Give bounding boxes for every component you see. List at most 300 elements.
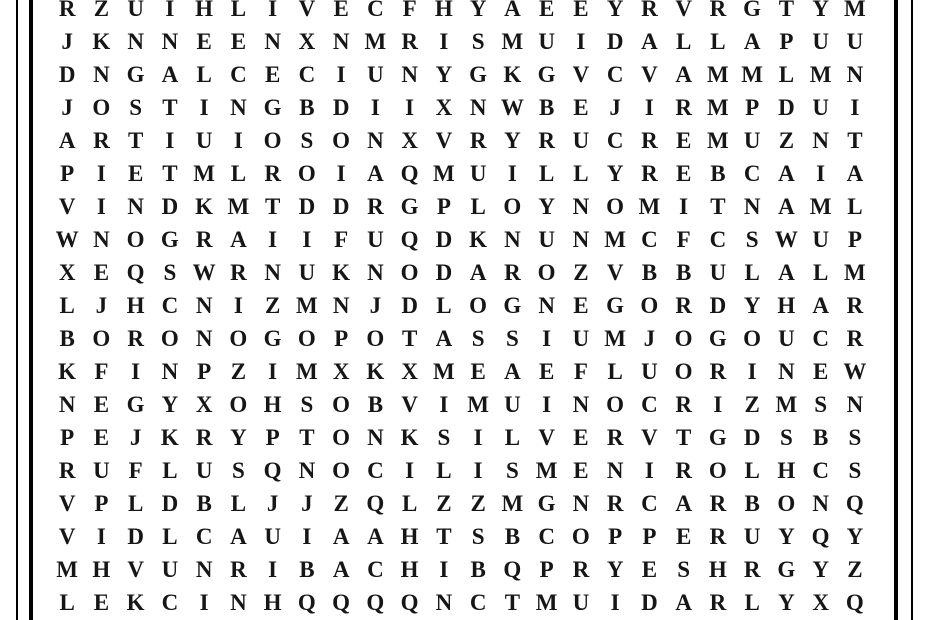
- grid-letter: I: [268, 226, 278, 252]
- grid-letter: A: [504, 359, 521, 385]
- grid-letter: N: [93, 61, 110, 87]
- grid-letter: C: [367, 458, 384, 484]
- grid-letter: H: [263, 590, 282, 616]
- grid-letter: D: [743, 425, 761, 451]
- grid-letter: L: [230, 160, 247, 186]
- grid-letter: R: [469, 127, 487, 153]
- grid-letter: U: [195, 458, 213, 484]
- grid-letter: B: [470, 557, 486, 583]
- grid-letter: C: [606, 127, 624, 153]
- grid-letter: P: [436, 193, 451, 219]
- grid-letter: Z: [744, 392, 760, 418]
- grid-letter: E: [230, 28, 247, 54]
- grid-letter: J: [643, 325, 656, 351]
- grid-row: [50, 322, 873, 355]
- grid-letter: S: [745, 226, 759, 252]
- grid-letter: T: [401, 325, 418, 351]
- grid-letter: A: [435, 325, 453, 351]
- grid-letter: E: [573, 458, 589, 484]
- grid-letter: K: [503, 61, 522, 87]
- grid-letter: I: [644, 94, 654, 120]
- grid-letter: Q: [366, 590, 385, 616]
- grid-letter: O: [160, 325, 179, 351]
- grid-letter: M: [707, 61, 729, 87]
- grid-letter: L: [196, 61, 212, 87]
- grid-letter: N: [298, 458, 316, 484]
- grid-letter: N: [230, 590, 247, 616]
- grid-letter: R: [846, 325, 864, 351]
- grid-letter: M: [535, 458, 558, 484]
- grid-letter: U: [743, 127, 761, 153]
- grid-letter: E: [812, 359, 829, 385]
- grid-letter: H: [434, 0, 453, 21]
- grid-letter: Y: [812, 0, 829, 21]
- grid-letter: D: [401, 292, 418, 318]
- grid-letter: F: [128, 458, 143, 484]
- grid-letter: T: [710, 193, 726, 219]
- grid-letter: G: [126, 61, 145, 87]
- grid-letter: R: [709, 0, 727, 21]
- grid-letter: Y: [538, 193, 555, 219]
- grid-letter: K: [195, 193, 214, 219]
- grid-letter: L: [59, 590, 75, 616]
- grid-letter: D: [298, 193, 316, 219]
- grid-letter: O: [229, 392, 248, 418]
- grid-letter: E: [538, 0, 555, 21]
- grid-letter: T: [436, 524, 452, 550]
- grid-letter: N: [332, 28, 350, 54]
- grid-letter: S: [231, 458, 245, 484]
- grid-letter: A: [230, 226, 247, 252]
- grid-letter: S: [129, 94, 143, 120]
- grid-letter: D: [435, 259, 453, 285]
- grid-letter: U: [812, 28, 829, 54]
- grid-letter: X: [812, 590, 829, 616]
- grid-letter: U: [743, 524, 761, 550]
- grid-letter: J: [95, 292, 108, 318]
- grid-letter: V: [298, 0, 316, 21]
- grid-letter: P: [197, 359, 212, 385]
- grid-letter: Z: [93, 0, 110, 21]
- grid-letter: A: [675, 61, 692, 87]
- grid-letter: K: [160, 425, 179, 451]
- grid-letter: O: [777, 491, 796, 517]
- grid-letter: E: [573, 292, 589, 318]
- grid-letter: N: [572, 193, 590, 219]
- grid-letter: M: [707, 127, 729, 153]
- grid-letter: G: [263, 325, 282, 351]
- grid-letter: G: [126, 392, 145, 418]
- grid-letter: M: [638, 193, 661, 219]
- grid-letter: B: [675, 259, 692, 285]
- grid-letter: Y: [469, 0, 487, 21]
- grid-letter: J: [609, 94, 621, 120]
- grid-letter: C: [230, 61, 247, 87]
- grid-row: [50, 124, 873, 157]
- grid-letter: B: [710, 160, 726, 186]
- grid-letter: E: [93, 259, 110, 285]
- grid-letter: M: [467, 392, 489, 418]
- grid-letter: M: [844, 0, 866, 21]
- grid-letter: I: [439, 392, 449, 418]
- grid-letter: Y: [606, 160, 624, 186]
- grid-letter: R: [58, 458, 76, 484]
- grid-letter: T: [162, 94, 178, 120]
- grid-letter: U: [538, 28, 555, 54]
- grid-letter: P: [265, 425, 280, 451]
- grid-letter: S: [471, 325, 485, 351]
- grid-letter: V: [641, 61, 658, 87]
- grid-letter: R: [538, 127, 555, 153]
- grid-letter: G: [263, 94, 282, 120]
- grid-letter: U: [846, 28, 864, 54]
- grid-letter: R: [709, 590, 727, 616]
- grid-letter: S: [848, 425, 862, 451]
- grid-letter: V: [58, 193, 76, 219]
- grid-letter: B: [299, 557, 315, 583]
- grid-letter: I: [610, 590, 620, 616]
- grid-letter: U: [572, 127, 590, 153]
- grid-letter: U: [812, 94, 829, 120]
- grid-letter: L: [538, 160, 555, 186]
- grid-letter: D: [332, 94, 350, 120]
- grid-letter: R: [709, 524, 727, 550]
- grid-letter: Z: [470, 491, 486, 517]
- grid-letter: N: [127, 28, 144, 54]
- grid-letter: A: [846, 160, 864, 186]
- grid-letter: S: [814, 392, 828, 418]
- grid-letter: L: [710, 28, 726, 54]
- grid-letter: C: [709, 226, 727, 252]
- grid-letter: H: [92, 557, 111, 583]
- grid-row: [50, 388, 873, 421]
- grid-letter: C: [367, 0, 384, 21]
- grid-letter: P: [642, 524, 657, 550]
- grid-row: [50, 25, 873, 58]
- grid-letter: S: [677, 557, 691, 583]
- grid-letter: I: [473, 458, 483, 484]
- grid-letter: F: [94, 359, 109, 385]
- grid-letter: U: [778, 325, 795, 351]
- grid-letter: Y: [161, 392, 179, 418]
- grid-letter: N: [435, 590, 453, 616]
- grid-row: [50, 289, 873, 322]
- grid-letter: O: [503, 193, 522, 219]
- grid-letter: G: [606, 292, 625, 318]
- grid-letter: N: [572, 392, 590, 418]
- grid-letter: R: [606, 491, 624, 517]
- grid-letter: X: [298, 28, 316, 54]
- grid-letter: O: [674, 325, 693, 351]
- grid-letter: I: [439, 28, 449, 54]
- grid-letter: Q: [845, 590, 864, 616]
- grid-letter: Y: [435, 61, 453, 87]
- grid-letter: S: [437, 425, 451, 451]
- grid-letter: A: [332, 524, 350, 550]
- grid-letter: A: [367, 160, 384, 186]
- grid-letter: V: [127, 557, 144, 583]
- grid-letter: I: [405, 458, 415, 484]
- grid-letter: O: [92, 325, 111, 351]
- grid-letter: I: [644, 458, 654, 484]
- grid-letter: L: [162, 458, 178, 484]
- grid-letter: C: [743, 160, 761, 186]
- grid-letter: R: [709, 359, 727, 385]
- grid-letter: N: [606, 458, 624, 484]
- grid-letter: I: [713, 392, 723, 418]
- grid-letter: M: [707, 94, 729, 120]
- grid-letter: M: [501, 491, 524, 517]
- grid-letter: P: [94, 491, 109, 517]
- grid-letter: T: [504, 590, 521, 616]
- grid-letter: R: [675, 392, 692, 418]
- grid-letter: L: [127, 491, 144, 517]
- grid-letter: T: [127, 127, 144, 153]
- grid-letter: S: [471, 28, 485, 54]
- grid-letter: P: [539, 557, 554, 583]
- grid-letter: U: [264, 524, 281, 550]
- grid-letter: A: [367, 524, 384, 550]
- grid-letter: X: [401, 127, 418, 153]
- grid-letter: I: [336, 61, 346, 87]
- grid-letter: R: [230, 259, 247, 285]
- grid-letter: Q: [811, 524, 830, 550]
- grid-letter: L: [778, 61, 795, 87]
- grid-letter: J: [61, 94, 73, 120]
- grid-letter: P: [334, 325, 349, 351]
- grid-letter: T: [264, 193, 281, 219]
- grid-letter: R: [675, 458, 692, 484]
- grid-letter: A: [675, 491, 692, 517]
- grid-letter: L: [607, 359, 623, 385]
- grid-letter: M: [604, 325, 626, 351]
- grid-letter: I: [96, 160, 106, 186]
- grid-letter: E: [538, 359, 555, 385]
- grid-letter: I: [679, 193, 689, 219]
- grid-letter: Q: [297, 590, 316, 616]
- grid-letter: Z: [436, 491, 452, 517]
- grid-letter: O: [606, 193, 625, 219]
- grid-letter: C: [469, 590, 487, 616]
- grid-letter: D: [641, 590, 658, 616]
- grid-letter: N: [195, 325, 213, 351]
- grid-letter: M: [501, 28, 524, 54]
- grid-letter: I: [473, 425, 483, 451]
- grid-letter: U: [367, 61, 384, 87]
- grid-letter: N: [264, 28, 281, 54]
- grid-letter: N: [127, 193, 144, 219]
- grid-letter: V: [538, 425, 555, 451]
- grid-letter: I: [816, 160, 826, 186]
- grid-letter: H: [195, 0, 214, 21]
- grid-letter: I: [336, 160, 346, 186]
- grid-letter: E: [675, 160, 692, 186]
- grid-letter: Y: [606, 557, 624, 583]
- grid-letter: Y: [504, 127, 521, 153]
- grid-letter: K: [400, 425, 419, 451]
- grid-letter: S: [779, 425, 793, 451]
- grid-letter: C: [367, 557, 384, 583]
- grid-letter: C: [641, 226, 658, 252]
- grid-letter: N: [401, 61, 418, 87]
- grid-letter: A: [230, 524, 247, 550]
- grid-letter: I: [370, 94, 380, 120]
- grid-letter: E: [264, 61, 281, 87]
- grid-letter: P: [60, 425, 75, 451]
- grid-letter: R: [264, 160, 281, 186]
- grid-row: [50, 487, 873, 520]
- grid-letter: S: [300, 127, 314, 153]
- grid-letter: W: [55, 226, 79, 252]
- grid-letter: L: [162, 524, 178, 550]
- grid-letter: G: [743, 0, 762, 21]
- grid-letter: R: [572, 557, 590, 583]
- grid-letter: A: [469, 259, 487, 285]
- grid-letter: I: [233, 292, 243, 318]
- grid-row: [50, 0, 873, 25]
- grid-letter: A: [641, 28, 658, 54]
- grid-letter: T: [162, 160, 178, 186]
- grid-letter: B: [196, 491, 212, 517]
- grid-letter: I: [165, 127, 175, 153]
- grid-letter: X: [332, 359, 350, 385]
- grid-letter: R: [58, 0, 76, 21]
- grid-letter: N: [161, 28, 179, 54]
- grid-letter: U: [298, 259, 316, 285]
- grid-letter: O: [606, 392, 625, 418]
- grid-letter: I: [268, 0, 278, 21]
- grid-letter: W: [843, 359, 867, 385]
- grid-letter: L: [847, 193, 863, 219]
- grid-letter: Q: [332, 590, 351, 616]
- grid-letter: R: [675, 292, 692, 318]
- grid-letter: U: [572, 325, 590, 351]
- grid-letter: I: [199, 590, 209, 616]
- grid-letter: S: [505, 458, 519, 484]
- grid-letter: J: [301, 491, 313, 517]
- left-inner-border-line: [29, 0, 33, 620]
- grid-row: [50, 553, 873, 586]
- grid-letter: J: [61, 28, 73, 54]
- grid-letter: I: [96, 524, 106, 550]
- grid-letter: C: [641, 491, 658, 517]
- grid-letter: O: [708, 458, 727, 484]
- grid-letter: H: [777, 292, 796, 318]
- grid-letter: Z: [333, 491, 349, 517]
- grid-letter: E: [93, 392, 110, 418]
- grid-letter: A: [812, 292, 829, 318]
- grid-row: [50, 157, 873, 190]
- grid-letter: V: [435, 127, 453, 153]
- grid-letter: O: [332, 392, 351, 418]
- grid-row: [50, 355, 873, 388]
- grid-letter: A: [58, 127, 76, 153]
- grid-letter: N: [538, 292, 555, 318]
- grid-letter: Y: [606, 0, 624, 21]
- grid-letter: I: [747, 359, 757, 385]
- grid-letter: A: [675, 590, 692, 616]
- grid-letter: W: [500, 94, 524, 120]
- grid-letter: H: [400, 557, 419, 583]
- grid-letter: B: [744, 491, 760, 517]
- grid-letter: N: [367, 259, 384, 285]
- grid-letter: H: [126, 292, 145, 318]
- grid-letter: N: [161, 359, 179, 385]
- grid-letter: M: [741, 61, 763, 87]
- grid-letter: N: [812, 127, 829, 153]
- grid-letter: R: [195, 226, 213, 252]
- grid-letter: U: [709, 259, 727, 285]
- grid-row: [50, 454, 873, 487]
- grid-letter: C: [161, 292, 179, 318]
- grid-letter: N: [778, 359, 795, 385]
- grid-letter: X: [195, 392, 213, 418]
- grid-letter: F: [573, 359, 588, 385]
- grid-letter: Q: [263, 458, 282, 484]
- grid-letter: I: [302, 524, 312, 550]
- grid-letter: P: [847, 226, 862, 252]
- grid-letter: L: [436, 458, 452, 484]
- grid-letter: U: [572, 590, 590, 616]
- grid-letter: G: [469, 61, 488, 87]
- grid-letter: U: [195, 127, 213, 153]
- grid-letter: M: [604, 226, 626, 252]
- grid-letter: A: [778, 193, 795, 219]
- grid-letter: I: [507, 160, 517, 186]
- grid-letter: A: [778, 160, 795, 186]
- grid-letter: Q: [400, 160, 419, 186]
- grid-letter: O: [229, 325, 248, 351]
- grid-letter: Y: [812, 557, 829, 583]
- grid-letter: D: [161, 193, 179, 219]
- grid-letter: P: [60, 160, 75, 186]
- grid-letter: J: [369, 292, 382, 318]
- grid-letter: Y: [778, 524, 795, 550]
- grid-letter: O: [332, 425, 351, 451]
- grid-letter: D: [435, 226, 453, 252]
- grid-letter: Y: [743, 292, 761, 318]
- grid-letter: O: [297, 325, 316, 351]
- grid-letter: S: [505, 325, 519, 351]
- grid-letter: V: [58, 524, 76, 550]
- grid-letter: R: [641, 127, 658, 153]
- grid-letter: L: [812, 259, 829, 285]
- grid-letter: E: [93, 590, 110, 616]
- grid-letter: C: [641, 392, 658, 418]
- grid-letter: N: [572, 226, 590, 252]
- grid-letter: F: [334, 226, 349, 252]
- grid-letter: V: [641, 425, 658, 451]
- grid-letter: M: [844, 259, 866, 285]
- grid-letter: Z: [573, 259, 589, 285]
- grid-row: [50, 223, 873, 256]
- grid-letter: Z: [847, 557, 863, 583]
- grid-letter: K: [126, 590, 145, 616]
- grid-letter: N: [58, 392, 76, 418]
- grid-letter: N: [264, 259, 281, 285]
- grid-letter: I: [576, 28, 586, 54]
- grid-letter: K: [58, 359, 77, 385]
- grid-letter: N: [195, 557, 213, 583]
- grid-letter: H: [263, 392, 282, 418]
- grid-letter: M: [227, 193, 250, 219]
- grid-letter: P: [779, 28, 794, 54]
- grid-letter: G: [537, 61, 556, 87]
- grid-letter: L: [744, 259, 760, 285]
- grid-letter: P: [608, 524, 623, 550]
- grid-letter: M: [535, 590, 558, 616]
- grid-letter: I: [302, 226, 312, 252]
